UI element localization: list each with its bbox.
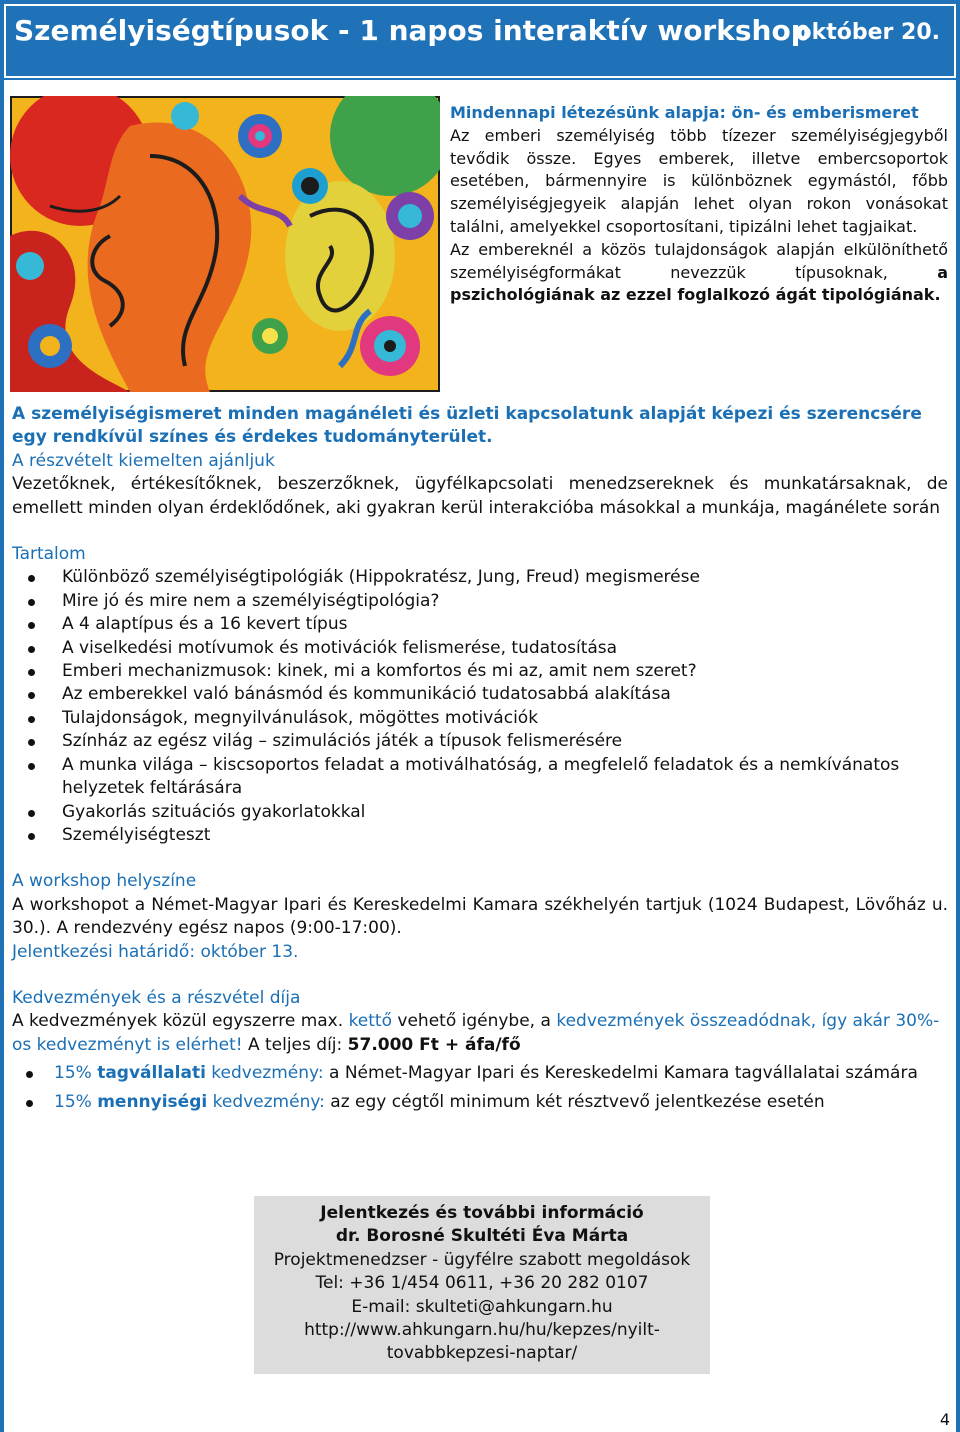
page-title: Személyiségtípusok - 1 napos interaktív workshop <box>14 14 811 47</box>
contact-phone: Tel: +36 1/454 0611, +36 20 282 0107 <box>315 1273 649 1294</box>
venue-heading: A workshop helyszíne <box>12 871 197 892</box>
page-number: 4 <box>939 1410 950 1429</box>
fee-amount: 57.000 Ft + áfa/fő <box>347 1034 521 1055</box>
list-item: Színház az egész világ – szimulációs játék a típusok felismerésére <box>12 730 948 753</box>
contact-role: Projektmenedzser - ügyfélre szabott megoldások <box>273 1249 691 1270</box>
contact-title: Jelentkezés és további információ <box>320 1203 644 1223</box>
list-item: A munka világa – kiscsoportos feladat a motiválhatóság, a megfelelő feladatok és a nemkívánatos helyzetek feltárására <box>12 754 948 801</box>
discount-item <box>12 1091 948 1114</box>
list-item: Személyiségteszt <box>12 824 948 847</box>
list-item: A 4 alaptípus és a 16 kevert típus <box>12 613 948 636</box>
discount-description: az egy cégtől minimum két résztvevő jelentkezése esetén <box>324 1091 825 1112</box>
lead-statement: A személyiségismeret minden magánéleti és üzleti kapcsolatunk alapját képezi és szerencsére egy rendkívül színes és érdekes tudományterület. <box>12 404 922 448</box>
discount-percent: 15% <box>54 1091 98 1112</box>
recommend-text: Vezetőknek, értékesítőknek, beszerzőknek, ügyfélkapcsolati menedzsereknek és munkatársaknak, de emellett minden olyan érdeklődőnek, aki gyakran kerül interakcióba másokkal a munkája, magánélete során <box>12 474 948 518</box>
discount-list <box>12 1062 948 1114</box>
abstract-face-painting <box>10 96 440 392</box>
contact-name: dr. Borosné Skultéti Éva Márta <box>335 1226 629 1247</box>
intro-heading: Mindennapi létezésünk alapja: ön- és emberismeret <box>450 103 919 122</box>
intro-paragraph-1: Az emberi személyiség több tízezer személyiségjegyből tevődik össze. Egyes emberek, illetve embercsoportok esetében, bármennyire is különböznek egymástól, főbb személyiségjegyeik alapján lehet olyan rokon vonásokat találni, amelyekkel csoportosítani, tipizálni lehet tagjaikat. <box>450 125 948 236</box>
contact-box <box>254 1196 710 1374</box>
intro-paragraph-2 <box>450 239 948 307</box>
list-item: Különböző személyiségtipológiák (Hippokratész, Jung, Freud) megismerése <box>12 566 948 589</box>
discount-percent: 15% <box>54 1063 98 1084</box>
title-banner <box>0 0 960 80</box>
contact-url-line-2[interactable]: tovabbkepzesi-naptar/ <box>386 1343 578 1364</box>
discount-label: kedvezmény: <box>205 1063 324 1084</box>
list-item: A viselkedési motívumok és motivációk felismerése, tudatosítása <box>12 637 948 660</box>
contact-email[interactable]: E-mail: skulteti@ahkungarn.hu <box>351 1296 613 1317</box>
venue-text: A workshopot a Német-Magyar Ipari és Kereskedelmi Kamara székhelyén tartjuk (1024 Budapest, Lövőház u. 30.). A rendezvény egész napos (9:00-17:00). <box>12 894 948 939</box>
main-content <box>12 403 948 1119</box>
discount-heading: Kedvezmények és a részvétel díja <box>12 987 301 1008</box>
discount-item <box>12 1062 948 1085</box>
contact-url-line-1[interactable]: http://www.ahkungarn.hu/hu/kepzes/nyilt- <box>304 1320 660 1341</box>
right-border <box>956 0 960 1432</box>
list-item: Gyakorlás szituációs gyakorlatokkal <box>12 801 948 824</box>
discount-text-5: A teljes díj: <box>242 1034 348 1055</box>
content-list <box>12 566 948 847</box>
discount-text-1: A kedvezmények közül egyszerre max. <box>12 1011 349 1032</box>
discount-text-4: kedvezmények összeadódnak, így akár 30%-os kedvezményt is elérhet! <box>12 1011 940 1055</box>
list-item: Az emberekkel való bánásmód és kommunikáció tudatosabbá alakítása <box>12 683 948 706</box>
event-date: október 20. <box>796 20 940 45</box>
discount-text-3: vehető igénybe, a <box>392 1011 557 1032</box>
intro-paragraph-2-bold: a pszichológiának az ezzel foglalkozó ágát tipológiának. <box>450 262 948 305</box>
list-item: Emberi mechanizmusok: kinek, mi a komfortos és mi az, amit nem szeret? <box>12 660 948 683</box>
content-heading: Tartalom <box>12 544 86 565</box>
list-item: Tulajdonságok, megnyilvánulások, mögöttes motivációk <box>12 707 948 730</box>
discount-kind: tagvállalati <box>97 1063 206 1084</box>
intro-section <box>450 102 948 307</box>
intro-paragraph-2-text: Az embereknél a közös tulajdonságok alapján elkülöníthető személyiségformákat nevezzük típusoknak, <box>450 239 948 282</box>
discount-kind: mennyiségi <box>97 1091 208 1112</box>
discount-text <box>12 1010 948 1057</box>
registration-deadline: Jelentkezési határidő: október 13. <box>12 941 299 962</box>
discount-description: a Német-Magyar Ipari és Kereskedelmi Kamara tagvállalatai számára <box>323 1063 918 1084</box>
left-border <box>0 0 4 1432</box>
discount-label: kedvezmény: <box>207 1091 325 1112</box>
discount-text-2: kettő <box>348 1011 392 1032</box>
recommend-heading: A részvételt kiemelten ajánljuk <box>12 450 275 471</box>
list-item: Mire jó és mire nem a személyiségtipológia? <box>12 590 948 613</box>
